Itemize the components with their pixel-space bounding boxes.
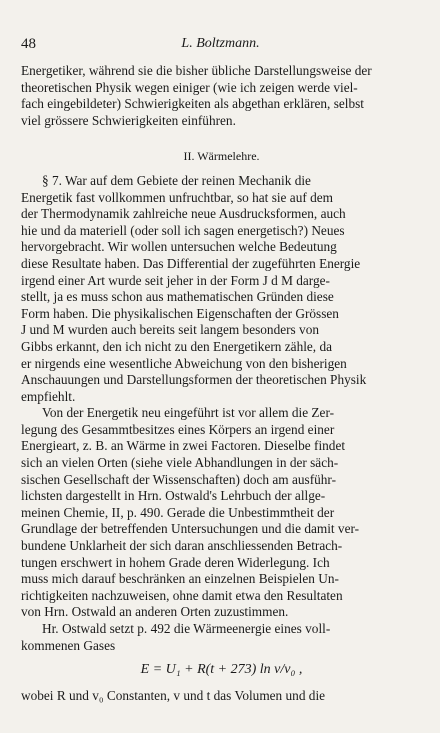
paragraph-2 xyxy=(21,173,422,405)
formula: E = U₁ + R(t + 273) ln v/v₀ , xyxy=(140,662,303,678)
text-line: sischen Gesellschaft der Wissenschaften) doch am ausführ- xyxy=(21,471,337,487)
text-line: § 7. War auf dem Gebiete der reinen Mechanik die xyxy=(42,172,311,188)
text-line: meinen Chemie, II, p. 490. Gerade die Unbestimmtheit der xyxy=(21,504,335,520)
text-line: Von der Energetik neu eingeführt ist vor allem die Zer- xyxy=(42,405,335,421)
text-line: hervorgebracht. Wir wollen untersuchen welche Bedeutung xyxy=(21,239,337,255)
text-line: muss mich darauf beschränken an einzelnen Beispielen Un- xyxy=(21,571,339,587)
paragraph-5 xyxy=(21,688,422,705)
text-line: sich an vielen Orten (siehe viele Abhandlungen in der säch- xyxy=(21,455,339,471)
text-line: von Hrn. Ostwald an anderen Orten zuzustimmen. xyxy=(21,604,289,620)
text-line: richtigkeiten nachzuweisen, ohne damit etwa den Resultaten xyxy=(21,587,343,603)
text-line: irgend einer Art wurde seit jeher in der Form J d M darge- xyxy=(21,272,330,288)
text-line: wobei R und v₀ Constanten, v und t das Volumen und die xyxy=(21,687,326,703)
paragraph-4 xyxy=(21,621,422,654)
text-line: J und M wurden auch bereits seit langem besonders von xyxy=(21,322,320,338)
page-header xyxy=(21,36,420,56)
text-line: tungen erschwert in hohem Grade deren Widerlegung. Ich xyxy=(21,554,330,570)
running-head: L. Boltzmann. xyxy=(181,36,260,51)
text-line: Gibbs erkannt, den ich nicht zu den Energetikern zähle, da xyxy=(21,338,333,354)
text-line: Grundlage der betreffenden Untersuchungen und die damit ver- xyxy=(21,521,360,537)
text-line: legung des Gesammtbesitzes eines Körpers an irgend einer xyxy=(21,421,335,437)
text-line: Anschauungen und Darstellungsformen der theoretischen Physik xyxy=(21,372,367,388)
text-line: kommenen Gases xyxy=(21,637,116,653)
text-line: bundene Unklarheit der sich daran anschliessenden Betrach- xyxy=(21,538,343,554)
text-line: diese Resultate haben. Das Differential der zugeführten Energie xyxy=(21,255,361,271)
text-line: empfiehlt. xyxy=(21,388,76,404)
paragraph-1 xyxy=(21,63,422,129)
text-line: fach eingebildeter) Schwierigkeiten als abgethan erklären, selbst xyxy=(21,96,364,112)
paragraph-3 xyxy=(21,405,422,621)
text-line: er nirgends eine wesentliche Abweichung von den bisherigen xyxy=(21,355,347,371)
text-line: Energieart, z. B. an Wärme in zwei Factoren. Dieselbe findet xyxy=(21,438,346,454)
text-line: Form haben. Die physikalischen Eigenschaften der Grössen xyxy=(21,305,339,321)
text-line: Hr. Ostwald setzt p. 492 die Wärmeenergie eines voll- xyxy=(42,621,331,636)
text-line: stellt, ja es muss schon aus mathematischen Gründen diese xyxy=(21,289,334,305)
text-line: lichsten dargestellt in Hrn. Ostwald's Lehrbuch der allge- xyxy=(21,488,326,504)
page-number: 48 xyxy=(21,36,36,52)
page-body xyxy=(21,63,422,704)
text-line: der Thermodynamik zahlreiche neue Ausdrucksformen, auch xyxy=(21,206,346,222)
text-line: Energetiker, während sie die bisher übliche Darstellungsweise der xyxy=(21,63,372,78)
text-line: hie und da materiell (oder soll ich sagen energetisch?) Neues xyxy=(21,222,345,238)
text-line: theoretischen Physik wegen einiger (wie ich zeigen werde viel- xyxy=(21,79,358,95)
section-heading: II. Wärmelehre. xyxy=(183,149,260,164)
text-line: Energetik fast vollkommen unfruchtbar, so hat sie auf dem xyxy=(21,189,333,205)
text-line: viel grössere Schwierigkeiten einführen. xyxy=(21,112,236,128)
